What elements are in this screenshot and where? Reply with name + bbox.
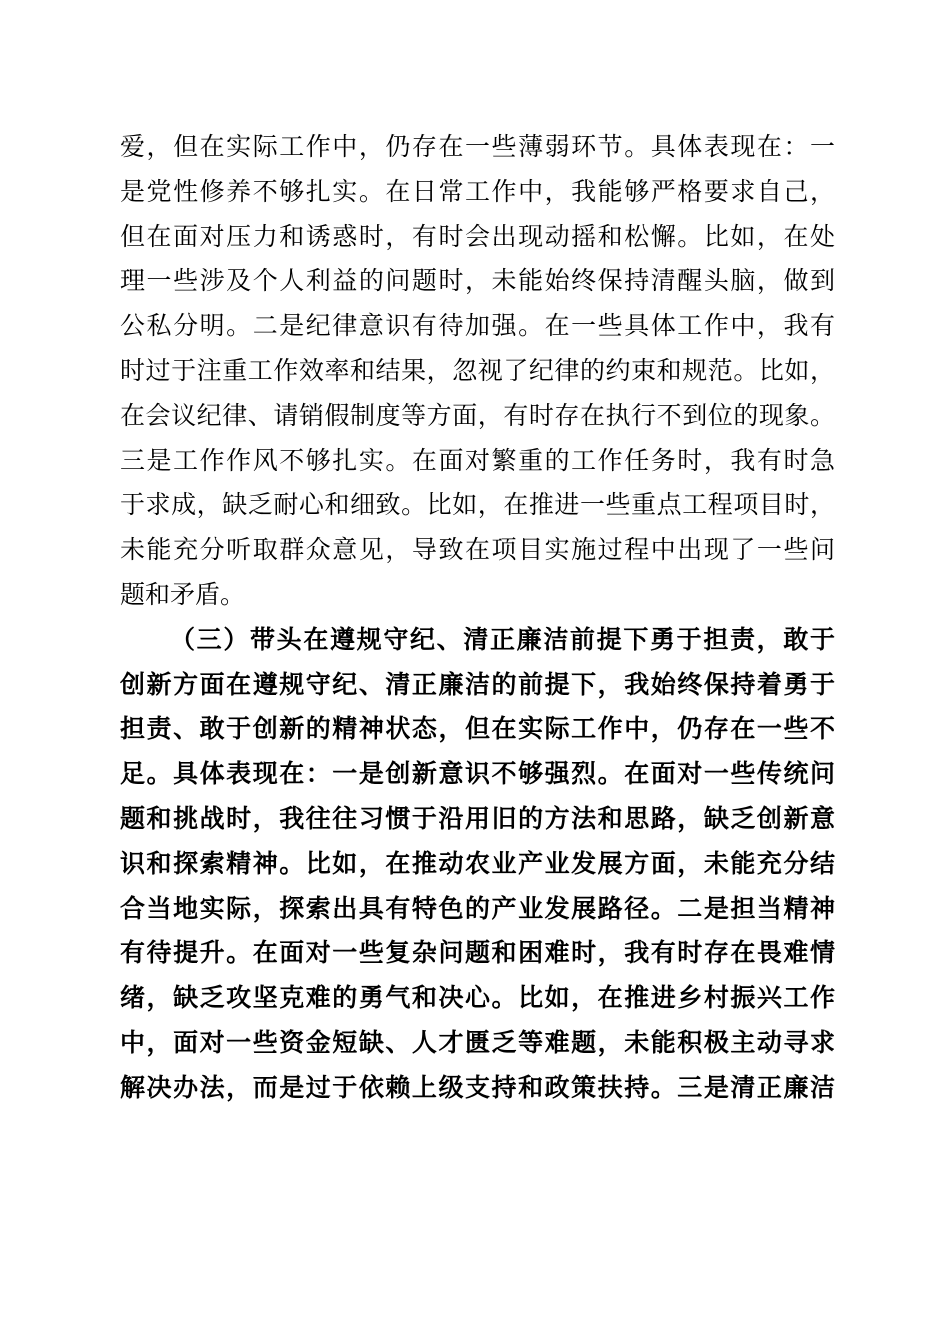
text-line: 未能充分听取群众意见，导致在项目实施过程中出现了一些问 [120, 535, 835, 565]
text-line: 理一些涉及个人利益的问题时，未能始终保持清醒头脑，做到 [120, 266, 835, 296]
text-line: 题和挑战时，我往往习惯于沿用旧的方法和思路，缺乏创新意 [120, 803, 835, 833]
text-line: 有待提升。在面对一些复杂问题和困难时，我有时存在畏难情 [120, 938, 835, 968]
text-line: 于求成，缺乏耐心和细致。比如，在推进一些重点工程项目时， [120, 490, 835, 520]
section-heading: （三）带头在遵规守纪、清正廉洁前提下勇于担责，敢于 [170, 624, 835, 654]
text-line: 三是工作作风不够扎实。在面对繁重的工作任务时，我有时急 [120, 445, 835, 475]
text-line: 中，面对一些资金短缺、人才匮乏等难题，未能积极主动寻求 [120, 1027, 835, 1057]
text-line: 爱，但在实际工作中，仍存在一些薄弱环节。具体表现在：一 [120, 132, 835, 161]
text-line: 在会议纪律、请销假制度等方面，有时存在执行不到位的现象。 [120, 400, 835, 430]
text-line: 绪，缺乏攻坚克难的勇气和决心。比如，在推进乡村振兴工作 [120, 983, 835, 1013]
text-line: 公私分明。二是纪律意识有待加强。在一些具体工作中，我有 [120, 311, 835, 341]
text-line: 足。具体表现在：一是创新意识不够强烈。在面对一些传统问 [120, 759, 835, 789]
document-body [120, 125, 835, 1111]
text-line: 题和矛盾。 [120, 579, 246, 609]
text-line: 解决办法，而是过于依赖上级支持和政策扶持。三是清正廉洁 [120, 1072, 835, 1102]
text-line: 识和探索精神。比如，在推动农业产业发展方面，未能充分结 [120, 848, 835, 878]
text-line: 创新方面在遵规守纪、清正廉洁的前提下，我始终保持着勇于 [120, 669, 835, 699]
text-line: 合当地实际，探索出具有特色的产业发展路径。二是担当精神 [120, 893, 835, 923]
text-line: 但在面对压力和诱惑时，有时会出现动摇和松懈。比如，在处 [120, 221, 835, 251]
text-line: 是党性修养不够扎实。在日常工作中，我能够严格要求自己， [120, 176, 835, 206]
text-line: 时过于注重工作效率和结果，忽视了纪律的约束和规范。比如， [120, 355, 835, 385]
text-line: 担责、敢于创新的精神状态，但在实际工作中，仍存在一些不 [120, 714, 835, 744]
